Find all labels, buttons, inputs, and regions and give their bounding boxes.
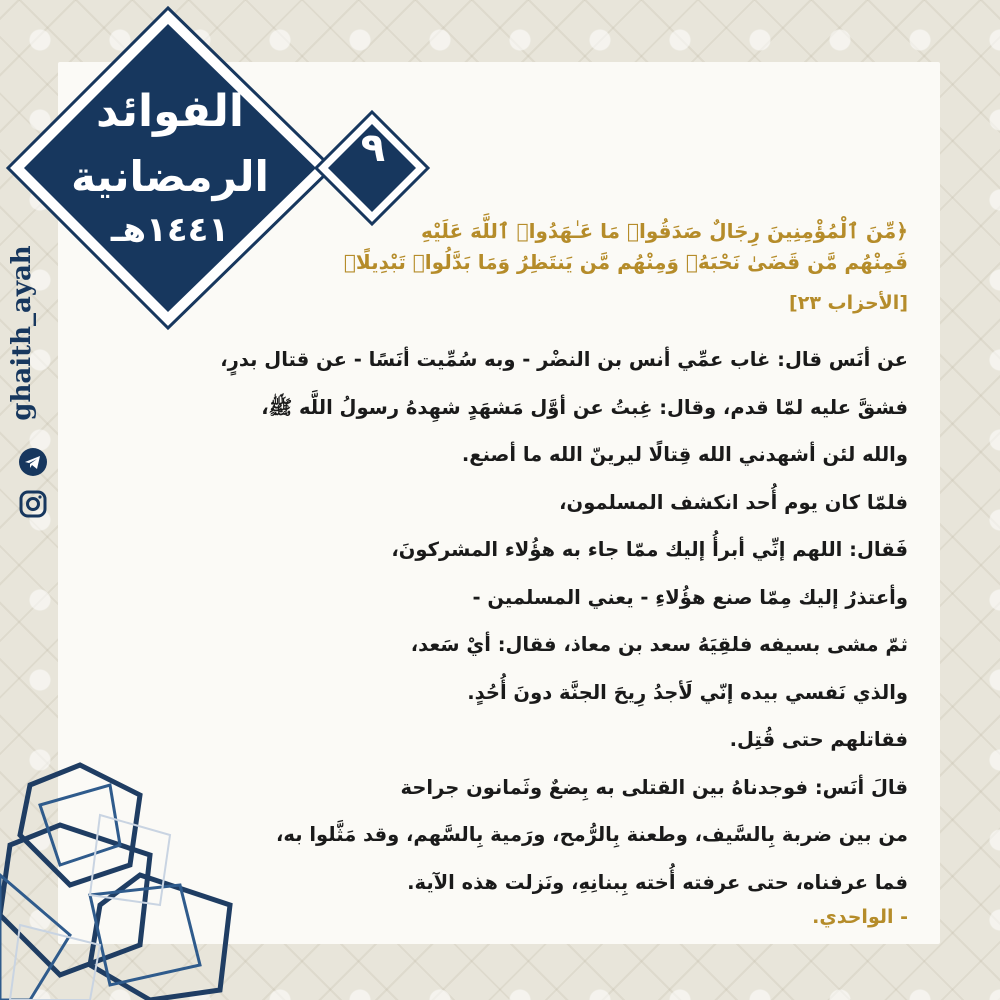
telegram-icon[interactable] [17, 446, 49, 478]
narration-line: قالَ أنَس: فوجدناهُ بين القتلى به بِضعٌ وثَمانون جراحة [400, 775, 908, 799]
narration-line: عن أنَس قال: غاب عمِّي أنس بن النضْر - وبه سُمِّيت أنَسًا - عن قتال بدرٍ، [220, 348, 908, 371]
quran-verse [343, 216, 908, 278]
social-handle[interactable]: ghaith_ayah [7, 245, 37, 421]
verse-reference: [الأحزاب ٢٣] [789, 292, 908, 314]
narration-line: فشقَّ عليه لمّا قدم، وقال: غِبتُ عن أوَّل مَشهَدٍ شهِدهُ رسولُ اللَّه ﷺ، [261, 395, 908, 419]
badge-title-line2: الرمضانية [71, 152, 269, 201]
narration-line: فما عرفناه، حتى عرفته أُخته بِبنانِهِ، ونَزلت هذه الآية. [407, 870, 908, 894]
badge-year: ١٤٤١هـ [110, 210, 230, 250]
verse-line: فَمِنْهُم مَّن قَضَىٰ نَحْبَهُۥ وَمِنْهُم مَّن يَنتَظِرُ وَمَا بَدَّلُوا۟ تَبْدِيلًا﴾ [343, 250, 908, 274]
narration-line: فقاتلهم حتى قُتِل. [729, 728, 908, 751]
verse-line: ﴿مِّنَ ٱلْمُؤْمِنِينَ رِجَالٌ صَدَقُوا۟ مَا عَـٰهَدُوا۟ ٱللَّهَ عَلَيْهِ [421, 219, 908, 243]
narration-line: فَقال: اللهم إنِّي أبرأُ إليك ممّا جاء به هؤُلاء المشركونَ، [391, 538, 908, 561]
narration-text [128, 336, 908, 906]
narration-line: وأعتذرُ إليك مِمّا صنع هؤُلاءِ - يعني المسلمين - [472, 585, 908, 609]
narration-line: فلمّا كان يوم أُحد انكشف المسلمون، [559, 490, 908, 514]
badge-title-line1: الفوائد [96, 86, 244, 137]
narration-line: ثمّ مشى بسيفه فلقِيَهُ سعد بن معاذ، فقال: أيْ سَعد، [410, 633, 908, 656]
narration-line: والذي نَفسي بيده إنّي لَأجدُ رِيحَ الجنَّة دونَ أُحُدٍ. [467, 680, 908, 704]
narration-line: من بين ضربة بِالسَّيف، وطعنة بِالرُّمح، ورَمية بِالسَّهم، وقد مَثَّلوا به، [276, 823, 908, 846]
narration-line: والله لئن أشهدني الله قِتالًا ليرينّ الله ما أصنع. [461, 443, 908, 466]
instagram-icon[interactable] [17, 488, 49, 520]
source-citation: - الواحدي. [812, 906, 908, 928]
episode-number: ٩ [360, 125, 386, 171]
